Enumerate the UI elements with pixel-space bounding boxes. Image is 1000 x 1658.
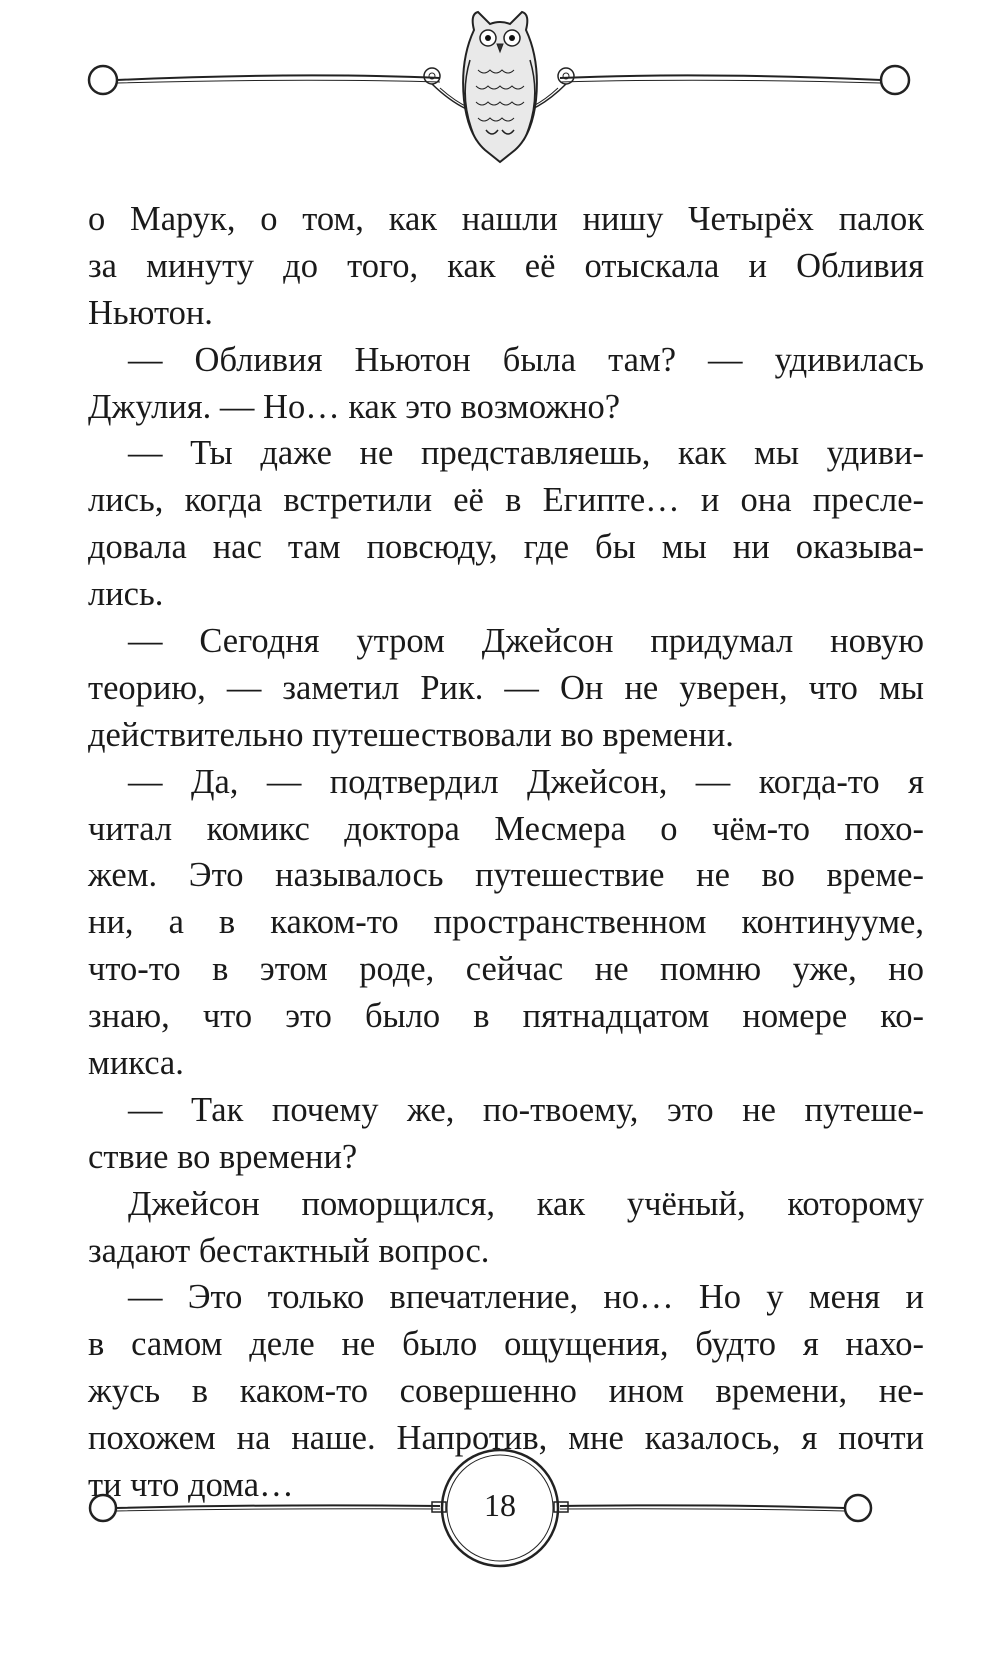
page-text	[88, 196, 924, 1509]
text-line: о Марук, о том, как нашли нишу Четырёх палок	[88, 200, 924, 238]
text-line: ствие во времени?	[88, 1137, 358, 1176]
text-line: ни, а в каком-то пространственном континууме,	[88, 903, 924, 942]
text-line: микса.	[88, 1044, 184, 1083]
text-line: Ньютон.	[88, 293, 213, 332]
text-line: ти что дома…	[88, 1466, 294, 1505]
text-line: в самом деле не было ощущения, будто я нахо-	[88, 1325, 924, 1364]
text-line: задают бестактный вопрос.	[88, 1231, 490, 1270]
text-line: действительно путешествовали во времени.	[88, 715, 734, 754]
text-line: Джейсон поморщился, как учёный, которому	[128, 1184, 924, 1223]
text-line: лись.	[88, 575, 164, 614]
text-line: жем. Это называлось путешествие не во време-	[88, 856, 924, 895]
text-line: что-то в этом роде, сейчас не помню уже, но	[88, 950, 924, 989]
text-line: лись, когда встретили её в Египте… и она пресле-	[88, 481, 924, 520]
text-line: — Ты даже не представляешь, как мы удиви-	[128, 434, 924, 473]
text-line: довала нас там повсюду, где бы мы ни оказыва-	[88, 528, 924, 567]
text-line: знаю, что это было в пятнадцатом номере ко-	[88, 997, 924, 1036]
text-line: теорию, — заметил Рик. — Он не уверен, что мы	[88, 668, 924, 707]
text-line: — Это только впечатление, но… Но у меня и	[128, 1278, 924, 1317]
page-number: 18	[484, 1487, 516, 1523]
text-line: жусь в каком-то совершенно ином времени, не-	[88, 1372, 924, 1411]
text-line: — Обливия Ньютон была там? — удивилась	[128, 340, 924, 379]
owl-ornament-top	[0, 0, 1000, 190]
text-line: похожем на наше. Напротив, мне казалось, я почти	[88, 1419, 924, 1458]
text-line: за минуту до того, как её отыскала и Обливия	[88, 246, 924, 285]
text-line: читал комикс доктора Месмера о чём-то похо-	[88, 809, 924, 848]
text-line: — Так почему же, по-твоему, это не путеше-	[128, 1090, 924, 1129]
text-line: — Да, — подтвердил Джейсон, — когда-то я	[128, 762, 924, 801]
text-line: Джулия. — Но… как это возможно?	[88, 387, 621, 426]
text-line: — Сегодня утром Джейсон придумал новую	[128, 622, 924, 661]
